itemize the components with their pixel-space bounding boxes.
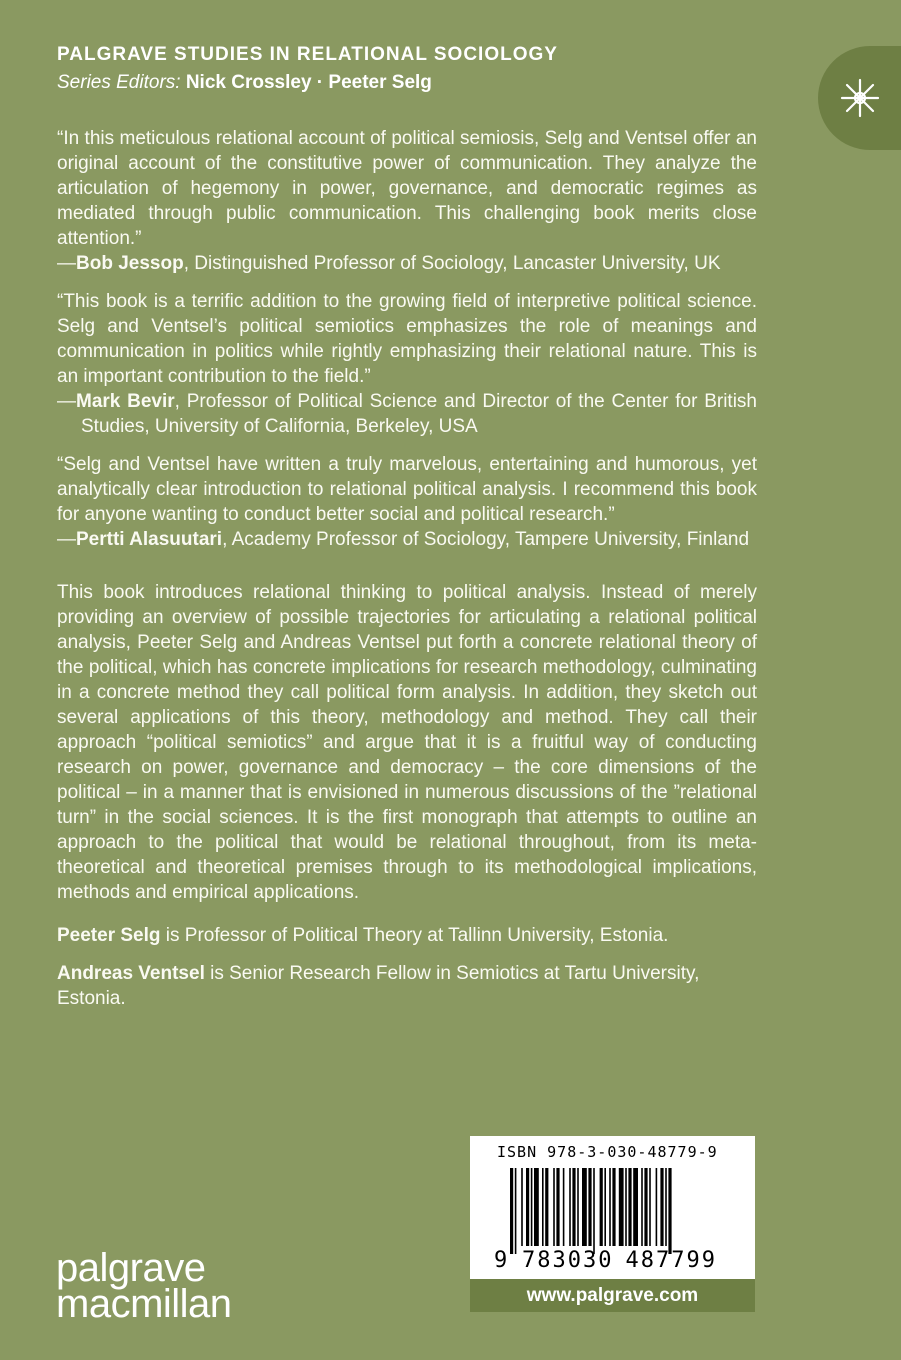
author-name: Peeter Selg (57, 925, 161, 946)
barcode-bar (577, 1168, 579, 1246)
palgrave-logo-tab (818, 46, 901, 150)
endorsement-attribution (57, 527, 757, 552)
barcode-bar (588, 1168, 591, 1246)
dash: — (57, 391, 76, 412)
endorsement-1 (57, 126, 757, 276)
back-cover-text (57, 126, 757, 1011)
endorsement-text: “In this meticulous relational account of political semiosis, Selg and Ventsel offer an original account of the constitutive power of communication. They analyze the articulation of hegemony in power, governance, and democratic regimes as mediated through public communication. This challenging book merits close attention.” (57, 128, 757, 249)
book-description: This book introduces relational thinking to political analysis. Instead of merely providing an overview of possible trajectories for articulating a relational political analysis, Peeter Selg and Andreas Ventsel put forth a concrete relational theory of the political, which has concrete implications for research methodology, culminating in a concrete method they call political form analysis. In addition, they sketch out several applications of this theory, methodology and method. They call their approach “political semiotics” and argue that it is a fruitful way of conducting research on power, governance and democracy – the core dimensions of the political – in a manner that is envisioned in numerous discussions of the ”relational turn” in the social sciences. It is the first monograph that attempts to outline an approach to the political that would be relational throughout, from its meta-theoretical and theoretical premises through to its methodological implications, methods and empirical applications. (57, 582, 757, 903)
barcode-bar (534, 1168, 539, 1246)
barcode-digit-first: 9 (494, 1248, 510, 1273)
publisher-logo (56, 1246, 232, 1326)
endorser-name: Pertti Alasuutari (76, 529, 223, 550)
barcode-bar (526, 1168, 529, 1246)
author-name: Andreas Ventsel (57, 963, 205, 984)
barcode-bar (633, 1168, 638, 1246)
endorser-name: Mark Bevir (76, 391, 175, 412)
barcode-bar (510, 1168, 513, 1254)
barcode-digits (494, 1248, 744, 1273)
barcode-bar (600, 1168, 603, 1246)
author-bio-text: is Professor of Political Theory at Tallinn University, Estonia. (160, 925, 669, 946)
endorser-affiliation: , Distinguished Professor of Sociology, Lancaster University, UK (183, 253, 721, 274)
dash: — (57, 253, 76, 274)
barcode-bar (582, 1168, 587, 1246)
endorsement-text: “This book is a terrific addition to the growing field of interpretive political science. Selg and Ventsel’s political semiotics emphasizes the role of meanings and communication in politics while rightly emphasizing their relational nature. This is an important contribution to the field.” (57, 291, 757, 387)
publisher-logo-line2: macmillan (56, 1282, 232, 1326)
barcode-bar (569, 1168, 571, 1246)
barcode-bar (668, 1168, 671, 1254)
barcode-bar (553, 1168, 555, 1246)
palgrave-star-icon (838, 76, 882, 120)
endorser-name: Bob Jessop (76, 253, 184, 274)
barcode-bar (656, 1168, 658, 1246)
barcode-digit-group2: 487799 (625, 1248, 717, 1273)
barcode-bar (660, 1168, 663, 1246)
author-bio-2 (57, 961, 757, 1011)
barcode-bar (641, 1168, 643, 1246)
author-bio-1 (57, 923, 757, 948)
barcode-bars (510, 1168, 725, 1256)
barcode-bar (556, 1168, 559, 1246)
series-editors (57, 72, 432, 94)
endorsement-attribution (57, 251, 757, 276)
publisher-url[interactable]: www.palgrave.com (470, 1279, 755, 1312)
barcode-bar (542, 1168, 544, 1246)
barcode-bar (619, 1168, 624, 1246)
barcode-bar (521, 1168, 523, 1246)
author-bio-text: is Senior Research Fellow in Semiotics at Tartu University, Estonia. (57, 963, 700, 1009)
barcode-bar (563, 1168, 565, 1246)
publisher-logo-line1: palgrave (56, 1246, 206, 1290)
endorsement-2 (57, 289, 757, 439)
endorser-affiliation: , Academy Professor of Sociology, Tampere University, Finland (222, 529, 750, 550)
endorsement-attribution (57, 389, 757, 439)
barcode-box (470, 1136, 755, 1279)
barcode-bar (644, 1168, 647, 1246)
barcode-bar (649, 1168, 651, 1246)
barcode-bar (612, 1168, 615, 1246)
series-title: PALGRAVE STUDIES IN RELATIONAL SOCIOLOGY (57, 44, 558, 65)
series-editors-label: Series Editors: (57, 72, 181, 93)
endorsement-text: “Selg and Ventsel have written a truly marvelous, entertaining and humorous, yet analytically clear introduction to relational political analysis. I recommend this book for anyone wanting to conduct better social and political research.” (57, 454, 757, 525)
barcode-bar (515, 1168, 517, 1254)
barcode-bar (625, 1168, 627, 1246)
barcode-bar (665, 1168, 667, 1246)
barcode-bar (628, 1168, 631, 1246)
barcode-digit-group1: 783030 (522, 1248, 614, 1273)
endorsement-3 (57, 452, 757, 552)
isbn-text: ISBN 978-3-030-48779-9 (497, 1143, 718, 1161)
barcode-bar (545, 1168, 548, 1246)
barcode-bar (531, 1168, 533, 1246)
barcode-bar (593, 1168, 595, 1254)
series-editors-names: Nick Crossley · Peeter Selg (185, 72, 432, 93)
dash: — (57, 529, 76, 550)
barcode-bar (572, 1168, 575, 1246)
endorser-affiliation: , Professor of Political Science and Director of the Center for British Studies, University of California, Berkeley, USA (81, 391, 757, 437)
barcode-bar (604, 1168, 606, 1246)
barcode-bar (609, 1168, 611, 1246)
